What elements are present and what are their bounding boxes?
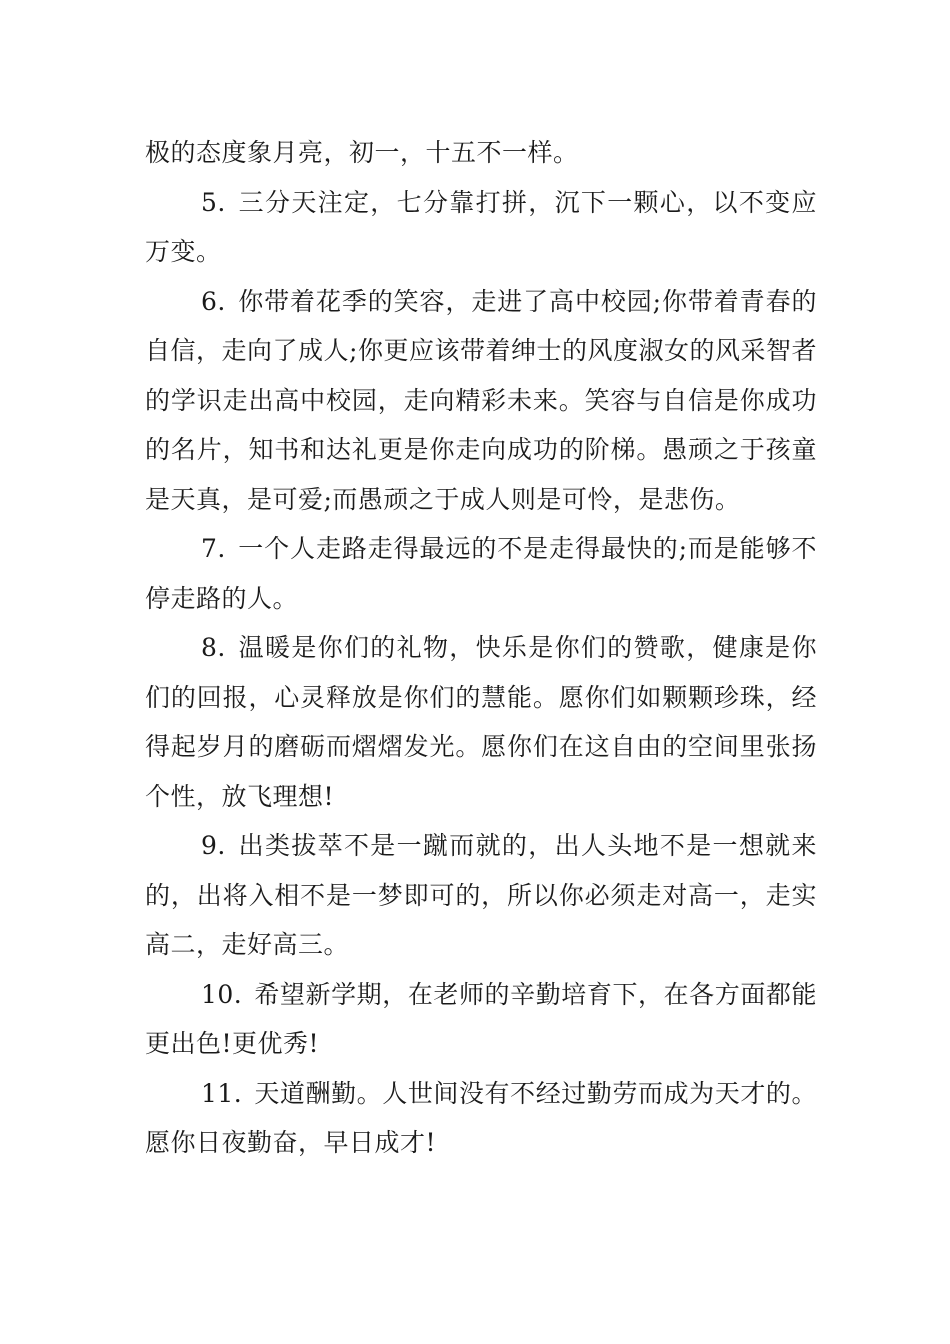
item-number: 9. [201,831,226,860]
paragraph-text: 出类拔萃不是一蹴而就的，出人头地不是一想就来的，出将入相不是一梦即可的，所以你必须走对高一，走实高二，走好高三。 [145,831,817,959]
item-number: 7. [201,534,226,563]
paragraph-text: 一个人走路走得最远的不是走得最快的;而是能够不停走路的人。 [145,534,817,613]
item-number: 10. [201,979,243,1009]
paragraph-continued [145,128,817,178]
paragraph-item-9 [145,821,817,970]
paragraph-text: 天道酬勤。人世间没有不经过勤劳而成为天才的。愿你日夜勤奋，早日成才! [145,1078,817,1157]
item-number: 6. [201,286,226,316]
paragraph-item-5 [145,178,817,277]
paragraph-text: 你带着花季的笑容，走进了高中校园;你带着青春的自信，走向了成人;你更应该带着绅士的风度淑女的风采智者的学识走出高中校园，走向精彩未来。笑容与自信是你成功的名片，知书和达礼更是你走向成功的阶梯。愚顽之于孩童是天真，是可爱;而愚顽之于成人则是可怜，是悲伤。 [145,286,817,514]
paragraph-text: 极的态度象月亮，初一，十五不一样。 [145,138,579,167]
paragraph-item-10 [145,970,817,1069]
item-number: 11. [201,1078,243,1108]
paragraph-text: 三分天注定，七分靠打拼，沉下一颗心，以不变应万变。 [145,187,817,266]
item-number: 8. [201,633,226,662]
paragraph-item-8 [145,623,817,821]
paragraph-item-6 [145,277,817,525]
paragraph-item-11 [145,1069,817,1168]
paragraph-text: 希望新学期，在老师的辛勤培育下，在各方面都能更出色!更优秀! [145,979,817,1058]
item-number: 5. [201,187,226,217]
document-body [145,128,817,1168]
paragraph-text: 温暖是你们的礼物，快乐是你们的赞歌，健康是你们的回报，心灵释放是你们的慧能。愿你们如颗颗珍珠，经得起岁月的磨砺而熠熠发光。愿你们在这自由的空间里张扬个性，放飞理想! [145,633,817,811]
paragraph-item-7 [145,524,817,623]
